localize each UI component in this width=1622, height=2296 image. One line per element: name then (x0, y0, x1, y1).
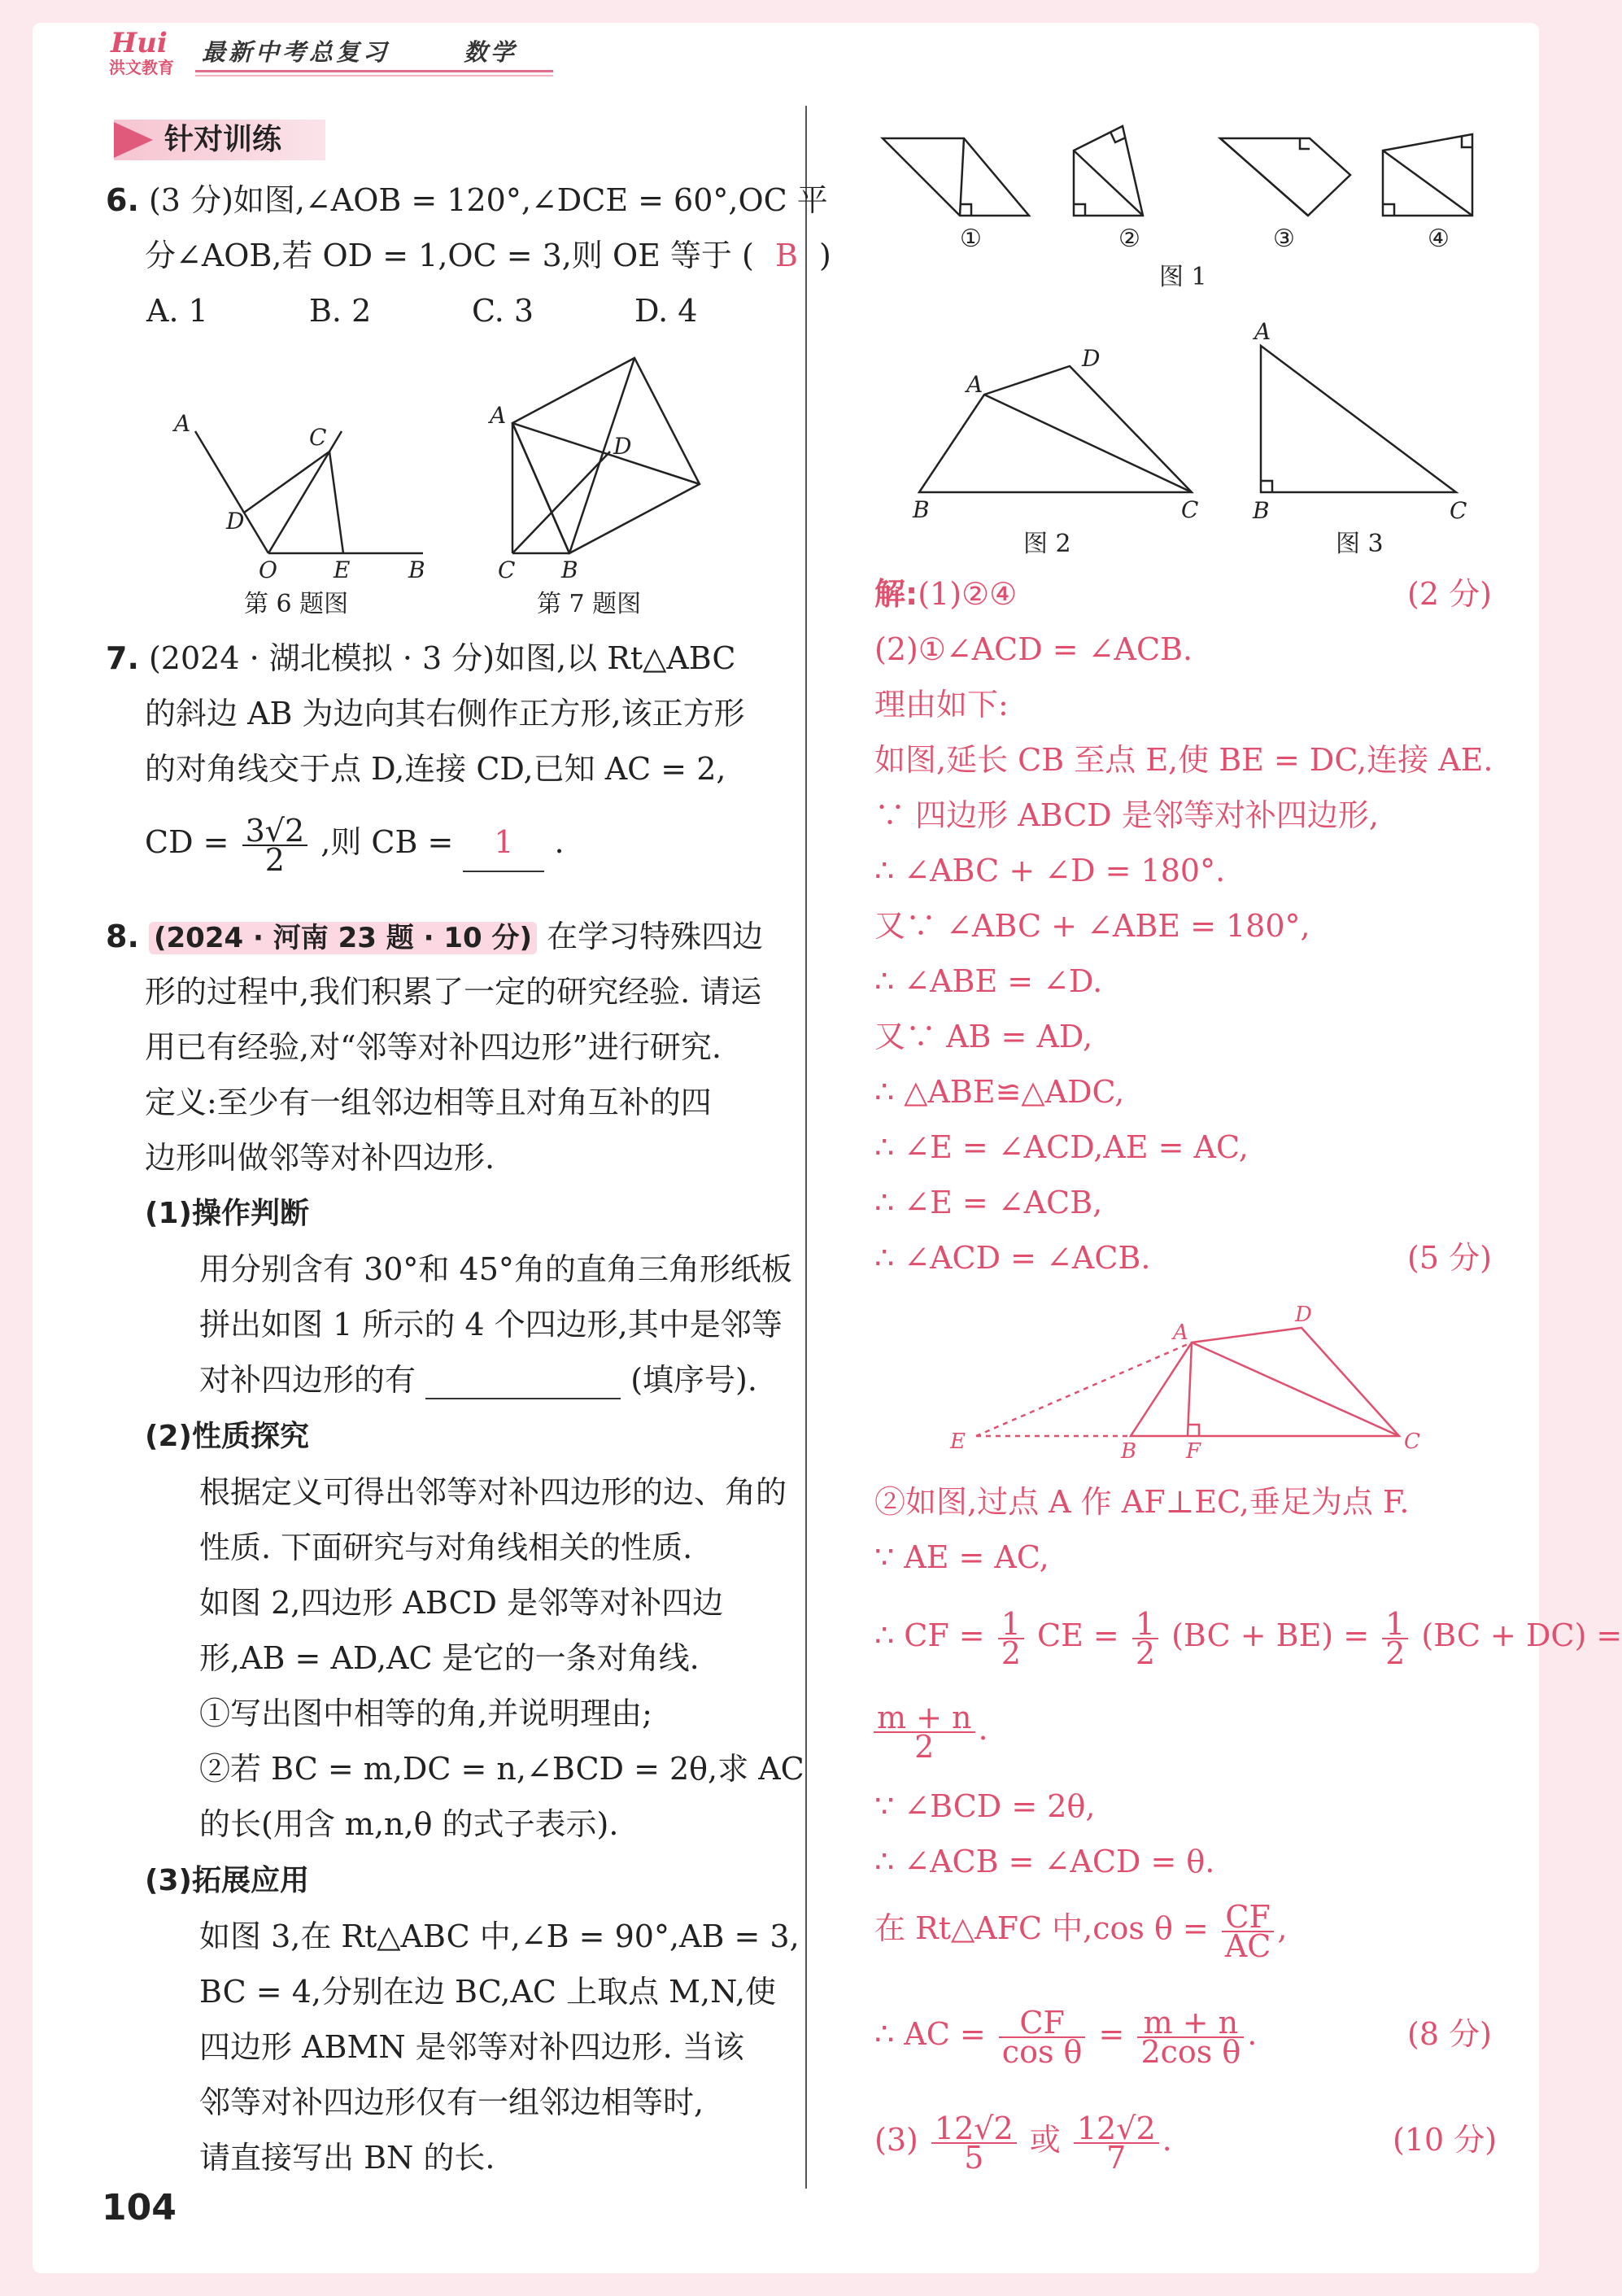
q8-part2-4: ①写出图中相等的角,并说明理由; (199, 1696, 652, 1731)
q8-part2-title: (2)性质探究 (145, 1420, 309, 1453)
fig3-label-a: A (1254, 318, 1271, 345)
p3-f2-num: 12√2 (1074, 2115, 1159, 2144)
q7-cb: ,则 CB = (320, 824, 454, 860)
sol-half-1 (998, 1605, 1024, 1671)
q6-text2-close: ) (818, 238, 831, 273)
sol-a-7: 又∵ AB = AD, (874, 1019, 1093, 1054)
q8-part1-2b: (填序号). (630, 1362, 757, 1398)
sol-a-2: 如图,延长 CB 至点 E,使 BE = DC,连接 AE. (874, 742, 1493, 778)
sol-p3-frac2 (1074, 2110, 1159, 2176)
half-2-den: 2 (1135, 1635, 1156, 1671)
fig7-label-d: D (613, 433, 632, 460)
q8-part2-3: 形,AB = AD,AC 是它的一条对角线. (199, 1640, 700, 1676)
sol-mn-frac (874, 1699, 975, 1765)
header-rule (195, 70, 553, 72)
fig2-label-c: C (1181, 496, 1199, 523)
q8-part2-1: 性质. 下面研究与对角线相关的性质. (199, 1530, 693, 1565)
q7-frac-num: 3√2 (242, 817, 308, 846)
column-divider (805, 106, 807, 2189)
fig1-label-3: ③ (1273, 225, 1295, 253)
q8-part1-0: 用分别含有 30°和 45°角的直角三角形纸板 (199, 1251, 792, 1287)
fig3-label-c: C (1450, 497, 1467, 524)
ac-period: . (1247, 2016, 1258, 2052)
section-title: 针对训练 (164, 123, 282, 156)
ac-f1-den: cos θ (1001, 2033, 1083, 2070)
fig2-label-b: B (913, 496, 930, 523)
solfig-label-d: D (1295, 1303, 1312, 1327)
figure-2 (887, 342, 1212, 561)
mn-den: 2 (914, 1728, 935, 1765)
p3-f1-den: 5 (964, 2139, 984, 2176)
sol-a-1: 理由如下: (874, 687, 1009, 722)
p3-f1-num: 12√2 (931, 2115, 1017, 2144)
ac-f1-num: CF (999, 2009, 1086, 2038)
q8-part3-0: 如图 3,在 Rt△ABC 中,∠B = 90°,AB = 3, (199, 1918, 800, 1954)
sol-a-0: (2)①∠ACD = ∠ACB. (874, 631, 1193, 667)
score-8: (8 分) (1407, 2016, 1492, 2052)
sol-cos-frac (1222, 1898, 1275, 1964)
sol-cf-t1: CE = (1037, 1617, 1119, 1653)
half-3-num: 1 (1382, 1610, 1408, 1639)
mn-period: . (978, 1711, 988, 1747)
fig3-label-b: B (1253, 497, 1270, 524)
q6-line1 (106, 181, 828, 220)
sol-acb: ∴ ∠ACB = ∠ACD = θ. (874, 1844, 1215, 1879)
q6-option-a: A. 1 (146, 293, 208, 329)
fig7-label-a: A (490, 402, 507, 429)
q8-text-3: 定义:至少有一组邻边相等且对角互补的四 (145, 1085, 712, 1120)
q7-frac-den: 2 (264, 841, 285, 878)
fig2-caption: 图 2 (1023, 530, 1071, 558)
fig6-label-e: E (334, 557, 351, 583)
q6-option-c: C. 3 (472, 293, 534, 329)
q7-text1: (2024 · 湖北模拟 · 3 分)如图,以 Rt△ABC (148, 640, 736, 676)
half-1-den: 2 (1001, 1635, 1021, 1671)
q7-text2: 的斜边 AB 为边向其右侧作正方形,该正方形 (145, 696, 745, 731)
sol-a-9: ∴ ∠E = ∠ACD,AE = AC, (874, 1129, 1249, 1165)
fig6-label-a: A (174, 410, 191, 437)
fig7-caption: 第 7 题图 (537, 590, 642, 618)
q7-period: . (554, 824, 565, 860)
sol-p3-frac1 (931, 2110, 1017, 2176)
fig6-label-o: O (259, 557, 277, 583)
sol-a-10: ∴ ∠E = ∠ACB, (874, 1185, 1103, 1220)
p3-period: . (1162, 2122, 1172, 2158)
score-2: (2 分) (1407, 576, 1492, 612)
score-10: (10 分) (1393, 2122, 1498, 2158)
q8-part3-2: 四边形 ABMN 是邻等对补四边形. 当该 (199, 2029, 744, 2065)
fig6-label-d: D (226, 508, 245, 535)
solfig-label-e: E (950, 1430, 966, 1454)
subject-title: 数学 (464, 38, 518, 66)
book-title: 最新中考总复习 (202, 38, 390, 66)
half-1-num: 1 (998, 1610, 1024, 1639)
q8-part1-1: 拼出如图 1 所示的 4 个四边形,其中是邻等 (199, 1307, 783, 1342)
publisher-logo (106, 23, 191, 80)
sol-cf-line (874, 1605, 1622, 1671)
q6-number: 6. (106, 182, 139, 218)
sol-a-6: ∴ ∠ABE = ∠D. (874, 963, 1103, 999)
solution-part1 (874, 574, 1017, 613)
sol-half-2 (1132, 1605, 1158, 1671)
sol-b-0: ②如图,过点 A 作 AF⊥EC,垂足为点 F. (874, 1484, 1410, 1520)
q7-line4 (145, 812, 565, 878)
sol-p3-pre: (3) (874, 2122, 918, 2158)
sol-bcd: ∵ ∠BCD = 2θ, (874, 1788, 1096, 1824)
fig7-label-b: B (561, 557, 578, 583)
q8-number: 8. (106, 919, 139, 954)
logo-brand: 洪文教育 (109, 58, 174, 77)
q8-part2-6: 的长(用含 m,n,θ 的式子表示). (199, 1806, 619, 1842)
sol-cos-line (874, 1898, 1288, 1964)
figure-q6 (163, 399, 439, 626)
sol-mn-line (870, 1699, 988, 1765)
sol-ac-pre: ∴ AC = (874, 2016, 986, 2052)
q8-part3-4: 请直接写出 BN 的长. (199, 2140, 495, 2176)
sol-a-5: 又∵ ∠ABC + ∠ABE = 180°, (874, 908, 1310, 944)
fig6-label-b: B (408, 557, 425, 583)
sol-cf-t2: (BC + BE) = (1171, 1617, 1370, 1653)
sol-ac-line (874, 2004, 1258, 2070)
q8-text-2: 用已有经验,对“邻等对补四边形”进行研究. (145, 1029, 722, 1065)
header-rule-thin (195, 75, 553, 76)
sol-a-11: ∴ ∠ACD = ∠ACB. (874, 1240, 1151, 1276)
fig1-label-2: ② (1118, 225, 1140, 253)
solution-p1: (1)②④ (918, 576, 1018, 612)
p3-or: 或 (1029, 2122, 1061, 2158)
q7-line1 (106, 639, 735, 678)
fig2-label-a: A (966, 371, 983, 398)
q7-number: 7. (106, 640, 139, 676)
q6-text1: (3 分)如图,∠AOB = 120°,∠DCE = 60°,OC 平 (148, 182, 828, 218)
q8-part3-1: BC = 4,分别在边 BC,AC 上取点 M,N,使 (199, 1974, 777, 2010)
sol-a-3: ∵ 四边形 ABCD 是邻等对补四边形, (874, 797, 1379, 833)
p3-f2-den: 7 (1106, 2139, 1127, 2176)
score-5: (5 分) (1407, 1240, 1492, 1276)
figure-3 (1236, 313, 1489, 561)
fig1-caption: 图 1 (1159, 263, 1207, 291)
q8-part2-0: 根据定义可得出邻等对补四边形的边、角的 (199, 1474, 787, 1510)
fig6-label-c: C (309, 424, 327, 451)
q6-line2 (145, 236, 831, 275)
q7-answer: 1 (463, 814, 544, 872)
half-3-den: 2 (1385, 1635, 1406, 1671)
q8-part3-title: (3)拓展应用 (145, 1864, 309, 1897)
sol-a-8: ∴ △ABE≌△ADC, (874, 1074, 1125, 1110)
fig3-caption: 图 3 (1336, 530, 1384, 558)
section-arrow-icon (114, 122, 153, 158)
solfig-label-b: B (1121, 1439, 1137, 1464)
fig7-label-c: C (498, 557, 516, 583)
ac-f2-num: m + n (1137, 2009, 1244, 2038)
q6-option-b: B. 2 (309, 293, 372, 329)
sol-ac-frac1 (999, 2004, 1086, 2070)
solfig-label-a: A (1173, 1320, 1188, 1345)
fig1-label-1: ① (960, 225, 982, 253)
sol-b-1: ∵ AE = AC, (874, 1539, 1049, 1575)
q6-option-d: D. 4 (634, 293, 698, 329)
q8-part1-2 (199, 1360, 757, 1399)
sol-cf-t3: (BC + DC) = (1421, 1617, 1622, 1653)
q8-part1-2a: 对补四边形的有 (199, 1362, 416, 1398)
mn-num: m + n (874, 1704, 975, 1733)
solfig-label-c: C (1404, 1430, 1420, 1454)
ac-f2-den: 2cos θ (1140, 2033, 1241, 2070)
q8-part3-3: 邻等对补四边形仅有一组邻边相等时, (199, 2084, 704, 2120)
q8-line1 (106, 917, 763, 958)
solution-head: 解: (874, 576, 918, 612)
solfig-label-f: F (1186, 1439, 1201, 1464)
sol-p3-line (874, 2110, 1172, 2176)
q8-source-tag: (2024 · 河南 23 题 · 10 分) (149, 922, 537, 954)
solution-figure (944, 1294, 1432, 1464)
sol-ac-frac2 (1137, 2004, 1244, 2070)
figure-q7 (480, 342, 724, 626)
page-number: 104 (102, 2187, 177, 2228)
q8-text-0: 在学习特殊四边 (547, 919, 764, 954)
sol-cf-pre: ∴ CF = (874, 1617, 985, 1653)
cos-comma: , (1277, 1910, 1288, 1946)
q7-text3: 的对角线交于点 D,连接 CD,已知 AC = 2, (145, 751, 726, 787)
q7-cd: CD = (145, 824, 229, 860)
q8-part1-title: (1)操作判断 (145, 1197, 309, 1230)
sol-half-3 (1382, 1605, 1408, 1671)
sol-cos-pre: 在 Rt△AFC 中,cos θ = (874, 1910, 1209, 1946)
logo-text: Hui (111, 27, 168, 59)
fig2-label-d: D (1082, 345, 1101, 372)
q6-answer: B (774, 238, 798, 273)
fig6-caption: 第 6 题图 (244, 590, 349, 618)
figure-1 (862, 114, 1513, 301)
q8-text-1: 形的过程中,我们积累了一定的研究经验. 请运 (145, 974, 762, 1010)
cos-den: AC (1224, 1927, 1271, 1964)
half-2-num: 1 (1132, 1610, 1158, 1639)
q8-part2-2: 如图 2,四边形 ABCD 是邻等对补四边 (199, 1585, 724, 1621)
q7-fraction (242, 812, 308, 878)
fig1-label-4: ④ (1428, 225, 1450, 253)
cos-num: CF (1222, 1903, 1275, 1932)
q8-text-4: 边形叫做邻等对补四边形. (145, 1140, 495, 1176)
ac-eq: = (1098, 2016, 1125, 2052)
sol-a-4: ∴ ∠ABC + ∠D = 180°. (874, 853, 1226, 888)
q6-text2: 分∠AOB,若 OD = 1,OC = 3,则 OE 等于 ( (145, 238, 754, 273)
q8-part2-5: ②若 BC = m,DC = n,∠BCD = 2θ,求 AC (199, 1751, 804, 1787)
q8-part1-blank (425, 1365, 621, 1399)
